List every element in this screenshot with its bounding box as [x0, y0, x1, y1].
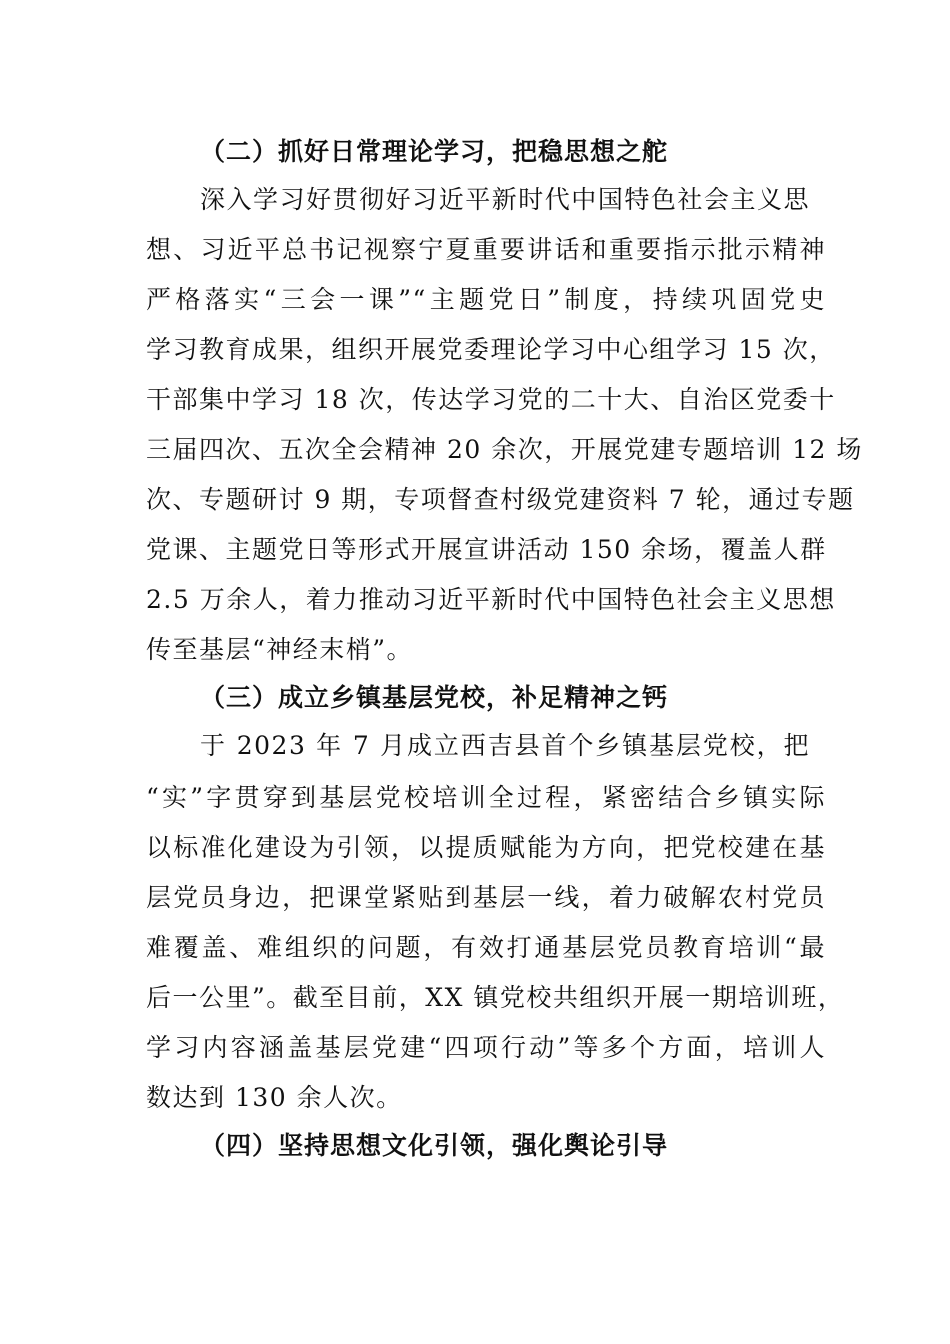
- section-heading-4: （四）坚持思想文化引领，强化舆论引导: [200, 1131, 669, 1160]
- paragraph-line: 学习内容涵盖基层党建“四项行动”等多个方面，培训人: [146, 1033, 826, 1062]
- paragraph-line: 深入学习好贯彻好习近平新时代中国特色社会主义思: [200, 185, 810, 214]
- paragraph-line: “实”字贯穿到基层党校培训全过程，紧密结合乡镇实际: [146, 783, 826, 812]
- paragraph-line: 难覆盖、难组织的问题，有效打通基层党员教育培训“最: [146, 933, 826, 962]
- paragraph-line: 于 2023 年 7 月成立西吉县首个乡镇基层党校，把: [200, 731, 810, 760]
- section-heading-3: （三）成立乡镇基层党校，补足精神之钙: [200, 683, 669, 712]
- paragraph-line: 数达到 130 余人次。: [146, 1083, 403, 1112]
- paragraph-line: 2.5 万余人，着力推动习近平新时代中国特色社会主义思想: [146, 585, 836, 614]
- paragraph-line: 层党员身边，把课堂紧贴到基层一线，着力破解农村党员: [146, 883, 826, 912]
- paragraph-line: 严格落实“三会一课”“主题党日”制度，持续巩固党史: [146, 285, 826, 314]
- paragraph-line: 次、专题研讨 9 期，专项督查村级党建资料 7 轮，通过专题: [146, 485, 855, 514]
- paragraph-line: 干部集中学习 18 次，传达学习党的二十大、自治区党委十: [146, 385, 836, 414]
- paragraph-line: 想、习近平总书记视察宁夏重要讲话和重要指示批示精神: [146, 235, 826, 264]
- paragraph-line: 三届四次、五次全会精神 20 余次，开展党建专题培训 12 场: [146, 435, 863, 464]
- paragraph-line: 后一公里”。截至目前，XX 镇党校共组织开展一期培训班，: [146, 983, 845, 1012]
- section-heading-2: （二）抓好日常理论学习，把稳思想之舵: [200, 137, 669, 166]
- paragraph-line: 以标准化建设为引领，以提质赋能为方向，把党校建在基: [146, 833, 826, 862]
- paragraph-line: 传至基层“神经末梢”。: [146, 635, 414, 664]
- paragraph-line: 学习教育成果，组织开展党委理论学习中心组学习 15 次，: [146, 335, 836, 364]
- paragraph-line: 党课、主题党日等形式开展宣讲活动 150 余场，覆盖人群: [146, 535, 827, 564]
